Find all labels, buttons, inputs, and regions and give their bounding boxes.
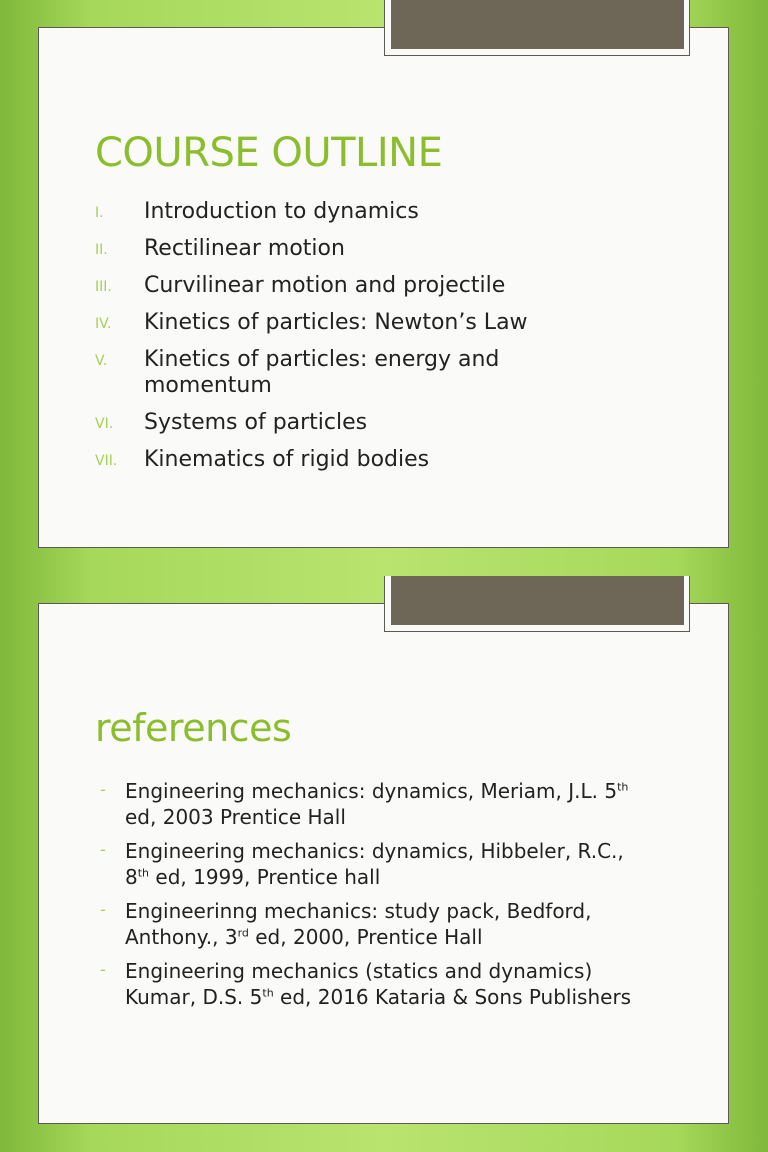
outline-item	[95, 236, 695, 262]
reference-item	[100, 958, 660, 1010]
outline-item-text: Kinetics of particles: energy and momentum	[144, 347, 500, 398]
reference-ordinal: th	[262, 986, 274, 1000]
outline-item-number: III.	[95, 279, 112, 295]
reference-bullet: -	[100, 780, 106, 799]
outline-item	[95, 273, 695, 299]
slide-tab-block	[391, 576, 684, 625]
reference-text-main: Engineerinng mechanics: study pack, Bedford, Anthony., 3	[125, 899, 592, 949]
reference-text-tail: ed, 2000, Prentice Hall	[248, 925, 483, 949]
reference-text	[125, 838, 645, 890]
outline-item-number: VII.	[95, 453, 118, 469]
reference-item	[100, 838, 660, 890]
reference-text-main: Engineering mechanics (statics and dynamics) Kumar, D.S. 5	[125, 959, 593, 1009]
outline-item	[95, 410, 695, 436]
outline-item	[95, 310, 695, 336]
references-list	[100, 778, 660, 1018]
reference-ordinal: th	[137, 866, 150, 880]
reference-bullet: -	[100, 840, 106, 859]
outline-list	[95, 199, 695, 484]
reference-text	[125, 778, 645, 830]
slide-title: references	[95, 706, 292, 750]
reference-item	[100, 778, 660, 830]
outline-item-text: Systems of particles	[144, 410, 368, 435]
slide-title: COURSE OUTLINE	[95, 130, 443, 176]
outline-item	[95, 347, 695, 399]
outline-item-text: Curvilinear motion and projectile	[144, 273, 506, 298]
reference-item	[100, 898, 660, 950]
slide-references	[0, 576, 768, 1152]
outline-item-text: Introduction to dynamics	[144, 199, 419, 224]
outline-item-number: IV.	[95, 316, 112, 332]
reference-text-tail: ed, 2003 Prentice Hall	[125, 805, 346, 829]
reference-text-main: Engineering mechanics: dynamics, Meriam, J.L. 5	[125, 779, 618, 803]
reference-ordinal: rd	[237, 926, 249, 940]
outline-item-number: I.	[95, 205, 104, 221]
outline-item-number: V.	[95, 353, 108, 369]
reference-bullet: -	[100, 900, 106, 919]
outline-item-number: VI.	[95, 416, 114, 432]
reference-text	[125, 898, 645, 950]
slide-tab-block	[391, 0, 684, 49]
outline-item	[95, 447, 695, 473]
outline-item-text: Kinetics of particles: Newton’s Law	[144, 310, 528, 335]
outline-item-text: Kinematics of rigid bodies	[144, 447, 430, 472]
reference-text-tail: ed, 1999, Prentice hall	[149, 865, 381, 889]
reference-text-main: Engineering mechanics: dynamics, Hibbeler, R.C., 8	[125, 839, 624, 889]
reference-bullet: -	[100, 960, 106, 979]
outline-item-text: Rectilinear motion	[144, 236, 345, 261]
outline-item	[95, 199, 695, 225]
reference-text	[125, 958, 645, 1010]
reference-text-tail: ed, 2016 Kataria & Sons Publishers	[273, 985, 632, 1009]
reference-ordinal: th	[617, 780, 629, 794]
outline-item-number: II.	[95, 242, 108, 258]
